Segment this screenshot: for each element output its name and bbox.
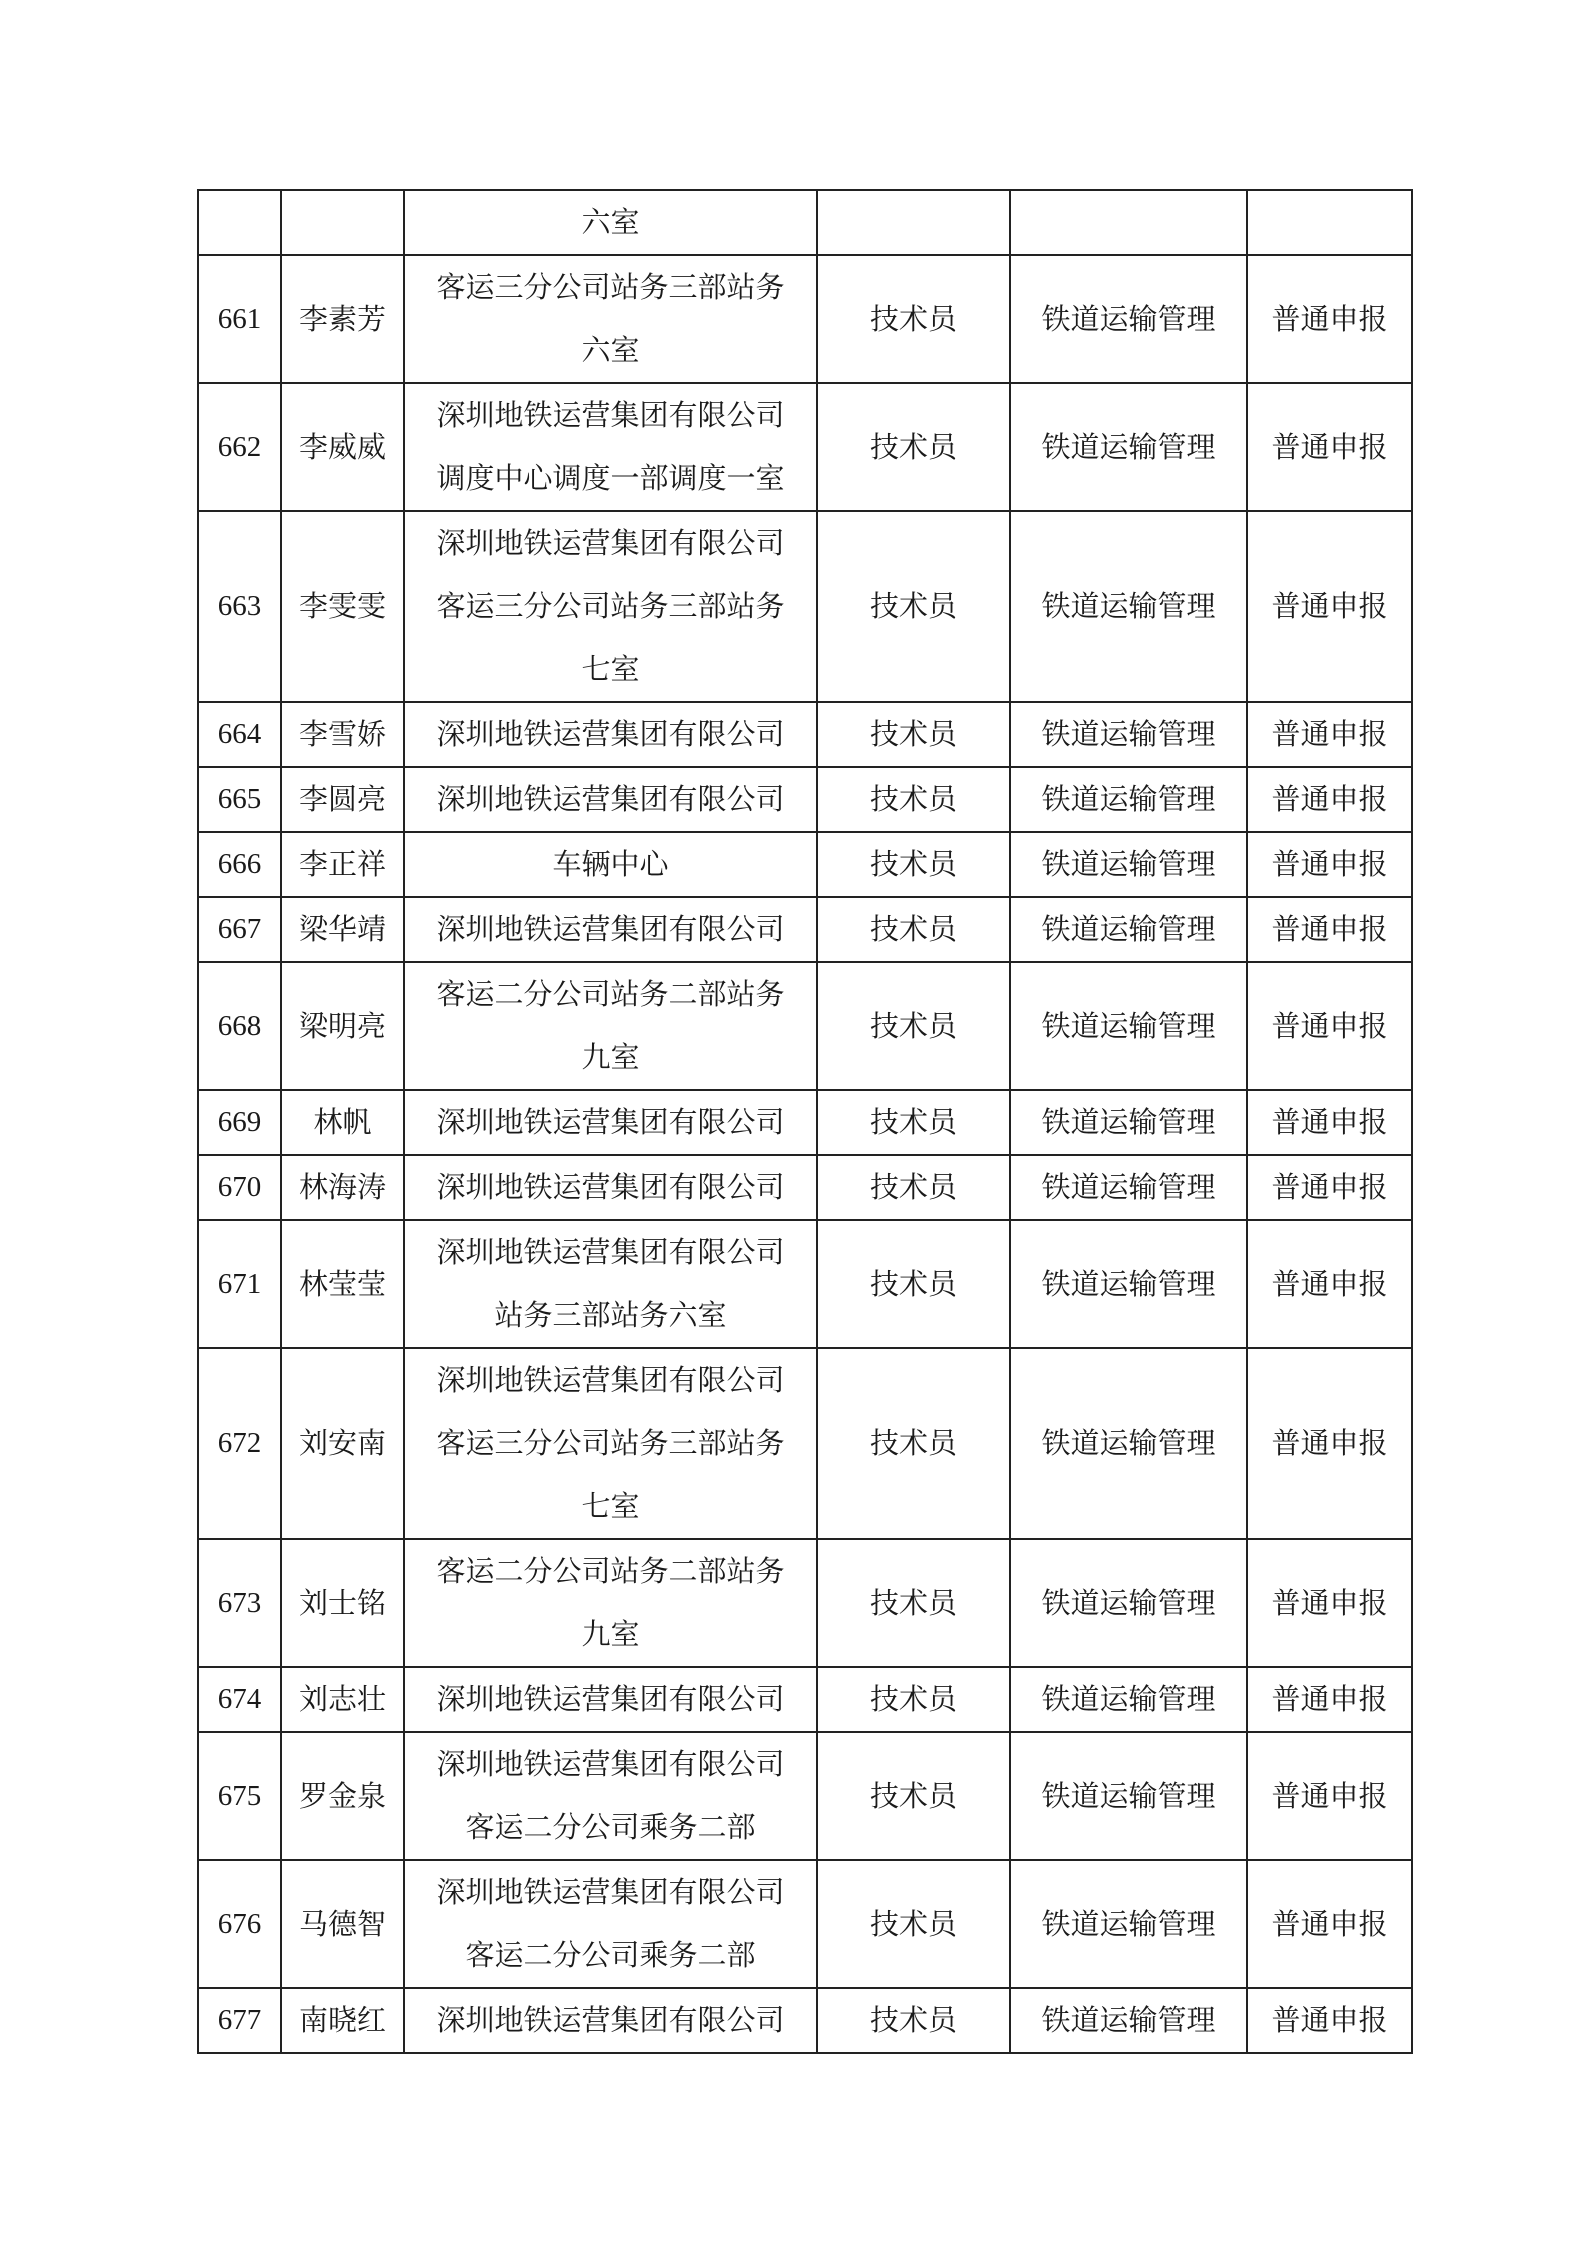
cell-title: 技术员	[817, 255, 1010, 383]
table-row	[198, 832, 1412, 897]
cell-title: 技术员	[817, 1348, 1010, 1539]
cell-number: 665	[198, 767, 281, 832]
cell-unit-line: 深圳地铁运营集团有限公司	[436, 1105, 785, 1139]
table-row	[198, 1860, 1412, 1988]
table-row	[198, 1348, 1412, 1539]
cell-type: 普通申报	[1247, 255, 1412, 383]
cell-unit	[404, 1667, 817, 1732]
cell-unit-line: 六室	[581, 333, 640, 367]
cell-unit-line: 深圳地铁运营集团有限公司	[436, 1170, 785, 1204]
cell-major: 铁道运输管理	[1010, 1732, 1247, 1860]
cell-major: 铁道运输管理	[1010, 1860, 1247, 1988]
cell-unit-line: 调度中心调度一部调度一室	[436, 461, 785, 495]
cell-name: 李威威	[281, 383, 404, 511]
cell-title: 技术员	[817, 511, 1010, 702]
cell-unit	[404, 255, 817, 383]
cell-unit-line: 深圳地铁运营集团有限公司	[436, 717, 785, 751]
table-row	[198, 767, 1412, 832]
table-row	[198, 383, 1412, 511]
cell-unit-line: 深圳地铁运营集团有限公司	[436, 1875, 785, 1909]
cell-unit	[404, 1220, 817, 1348]
cell-number: 662	[198, 383, 281, 511]
cell-unit-line: 深圳地铁运营集团有限公司	[436, 526, 785, 560]
table-row	[198, 1155, 1412, 1220]
cell-type	[1247, 190, 1412, 255]
cell-title: 技术员	[817, 383, 1010, 511]
table-row	[198, 702, 1412, 767]
cell-number: 666	[198, 832, 281, 897]
cell-unit	[404, 767, 817, 832]
cell-unit-line: 客运二分公司乘务二部	[465, 1938, 756, 1972]
cell-major: 铁道运输管理	[1010, 962, 1247, 1090]
cell-unit-line: 深圳地铁运营集团有限公司	[436, 398, 785, 432]
cell-number	[198, 190, 281, 255]
cell-title: 技术员	[817, 832, 1010, 897]
cell-unit	[404, 1155, 817, 1220]
cell-type: 普通申报	[1247, 1220, 1412, 1348]
cell-major: 铁道运输管理	[1010, 383, 1247, 511]
cell-type: 普通申报	[1247, 383, 1412, 511]
cell-unit	[404, 1348, 817, 1539]
cell-number: 676	[198, 1860, 281, 1988]
cell-number: 674	[198, 1667, 281, 1732]
cell-type: 普通申报	[1247, 962, 1412, 1090]
cell-type: 普通申报	[1247, 1860, 1412, 1988]
cell-name: 南晓红	[281, 1988, 404, 2053]
cell-title: 技术员	[817, 1090, 1010, 1155]
cell-unit-line: 客运二分公司站务二部站务	[436, 977, 785, 1011]
cell-type: 普通申报	[1247, 1539, 1412, 1667]
cell-unit	[404, 1988, 817, 2053]
cell-title	[817, 190, 1010, 255]
cell-unit-line: 九室	[581, 1040, 640, 1074]
table-row	[198, 897, 1412, 962]
cell-name: 罗金泉	[281, 1732, 404, 1860]
cell-unit	[404, 1539, 817, 1667]
cell-major: 铁道运输管理	[1010, 897, 1247, 962]
cell-unit	[404, 897, 817, 962]
cell-number: 675	[198, 1732, 281, 1860]
table-row	[198, 1988, 1412, 2053]
cell-major	[1010, 190, 1247, 255]
cell-unit-line: 车辆中心	[552, 847, 669, 881]
cell-unit-line: 七室	[581, 652, 640, 686]
cell-number: 673	[198, 1539, 281, 1667]
cell-name: 刘士铭	[281, 1539, 404, 1667]
cell-unit	[404, 702, 817, 767]
cell-title: 技术员	[817, 962, 1010, 1090]
cell-name: 李素芳	[281, 255, 404, 383]
cell-unit	[404, 832, 817, 897]
cell-unit	[404, 383, 817, 511]
cell-number: 668	[198, 962, 281, 1090]
cell-unit-line: 深圳地铁运营集团有限公司	[436, 1235, 785, 1269]
cell-type: 普通申报	[1247, 767, 1412, 832]
cell-name: 林莹莹	[281, 1220, 404, 1348]
cell-major: 铁道运输管理	[1010, 1090, 1247, 1155]
roster-table-body	[198, 190, 1412, 2053]
cell-major: 铁道运输管理	[1010, 702, 1247, 767]
cell-number: 677	[198, 1988, 281, 2053]
cell-unit-line: 深圳地铁运营集团有限公司	[436, 2003, 785, 2037]
cell-title: 技术员	[817, 897, 1010, 962]
cell-number: 667	[198, 897, 281, 962]
cell-name: 梁明亮	[281, 962, 404, 1090]
cell-name: 李正祥	[281, 832, 404, 897]
cell-number: 669	[198, 1090, 281, 1155]
cell-unit-line: 客运二分公司站务二部站务	[436, 1554, 785, 1588]
cell-number: 670	[198, 1155, 281, 1220]
cell-unit-line: 深圳地铁运营集团有限公司	[436, 782, 785, 816]
table-row-continuation	[198, 190, 1412, 255]
table-row	[198, 1220, 1412, 1348]
cell-number: 672	[198, 1348, 281, 1539]
cell-name	[281, 190, 404, 255]
cell-number: 663	[198, 511, 281, 702]
cell-unit	[404, 1860, 817, 1988]
cell-unit	[404, 962, 817, 1090]
cell-major: 铁道运输管理	[1010, 1155, 1247, 1220]
cell-unit-line: 深圳地铁运营集团有限公司	[436, 912, 785, 946]
cell-type: 普通申报	[1247, 511, 1412, 702]
cell-major: 铁道运输管理	[1010, 832, 1247, 897]
cell-type: 普通申报	[1247, 832, 1412, 897]
cell-number: 661	[198, 255, 281, 383]
cell-type: 普通申报	[1247, 1732, 1412, 1860]
table-row	[198, 962, 1412, 1090]
cell-name: 马德智	[281, 1860, 404, 1988]
cell-name: 梁华靖	[281, 897, 404, 962]
cell-type: 普通申报	[1247, 1988, 1412, 2053]
cell-unit	[404, 511, 817, 702]
cell-unit	[404, 1090, 817, 1155]
cell-title: 技术员	[817, 1860, 1010, 1988]
cell-unit-line: 深圳地铁运营集团有限公司	[436, 1682, 785, 1716]
cell-name: 李圆亮	[281, 767, 404, 832]
cell-unit-line: 客运二分公司乘务二部	[465, 1810, 756, 1844]
table-row	[198, 511, 1412, 702]
cell-major: 铁道运输管理	[1010, 1988, 1247, 2053]
cell-title: 技术员	[817, 1732, 1010, 1860]
cell-unit-line: 客运三分公司站务三部站务	[436, 1426, 785, 1460]
cell-number: 671	[198, 1220, 281, 1348]
cell-unit-line: 客运三分公司站务三部站务	[436, 589, 785, 623]
cell-type: 普通申报	[1247, 1155, 1412, 1220]
cell-major: 铁道运输管理	[1010, 1539, 1247, 1667]
cell-name: 李雯雯	[281, 511, 404, 702]
cell-name: 林海涛	[281, 1155, 404, 1220]
cell-major: 铁道运输管理	[1010, 511, 1247, 702]
table-row	[198, 1732, 1412, 1860]
cell-number: 664	[198, 702, 281, 767]
table-row	[198, 1539, 1412, 1667]
table-row	[198, 255, 1412, 383]
cell-title: 技术员	[817, 767, 1010, 832]
cell-unit-line: 六室	[581, 205, 640, 239]
cell-title: 技术员	[817, 1155, 1010, 1220]
cell-unit-line: 站务三部站务六室	[494, 1298, 727, 1332]
cell-title: 技术员	[817, 1988, 1010, 2053]
cell-title: 技术员	[817, 1667, 1010, 1732]
cell-unit	[404, 190, 817, 255]
cell-unit-line: 九室	[581, 1617, 640, 1651]
cell-title: 技术员	[817, 702, 1010, 767]
cell-type: 普通申报	[1247, 1348, 1412, 1539]
cell-unit	[404, 1732, 817, 1860]
table-row	[198, 1090, 1412, 1155]
cell-name: 林帆	[281, 1090, 404, 1155]
cell-unit-line: 深圳地铁运营集团有限公司	[436, 1747, 785, 1781]
cell-name: 刘志壮	[281, 1667, 404, 1732]
cell-major: 铁道运输管理	[1010, 1348, 1247, 1539]
cell-unit-line: 深圳地铁运营集团有限公司	[436, 1363, 785, 1397]
cell-type: 普通申报	[1247, 897, 1412, 962]
cell-name: 李雪娇	[281, 702, 404, 767]
cell-title: 技术员	[817, 1220, 1010, 1348]
cell-name: 刘安南	[281, 1348, 404, 1539]
cell-type: 普通申报	[1247, 702, 1412, 767]
table-row	[198, 1667, 1412, 1732]
cell-major: 铁道运输管理	[1010, 1220, 1247, 1348]
cell-unit-line: 七室	[581, 1489, 640, 1523]
cell-major: 铁道运输管理	[1010, 767, 1247, 832]
cell-major: 铁道运输管理	[1010, 255, 1247, 383]
cell-unit-line: 客运三分公司站务三部站务	[436, 270, 785, 304]
roster-table	[197, 189, 1413, 2054]
cell-major: 铁道运输管理	[1010, 1667, 1247, 1732]
cell-type: 普通申报	[1247, 1090, 1412, 1155]
cell-type: 普通申报	[1247, 1667, 1412, 1732]
cell-title: 技术员	[817, 1539, 1010, 1667]
